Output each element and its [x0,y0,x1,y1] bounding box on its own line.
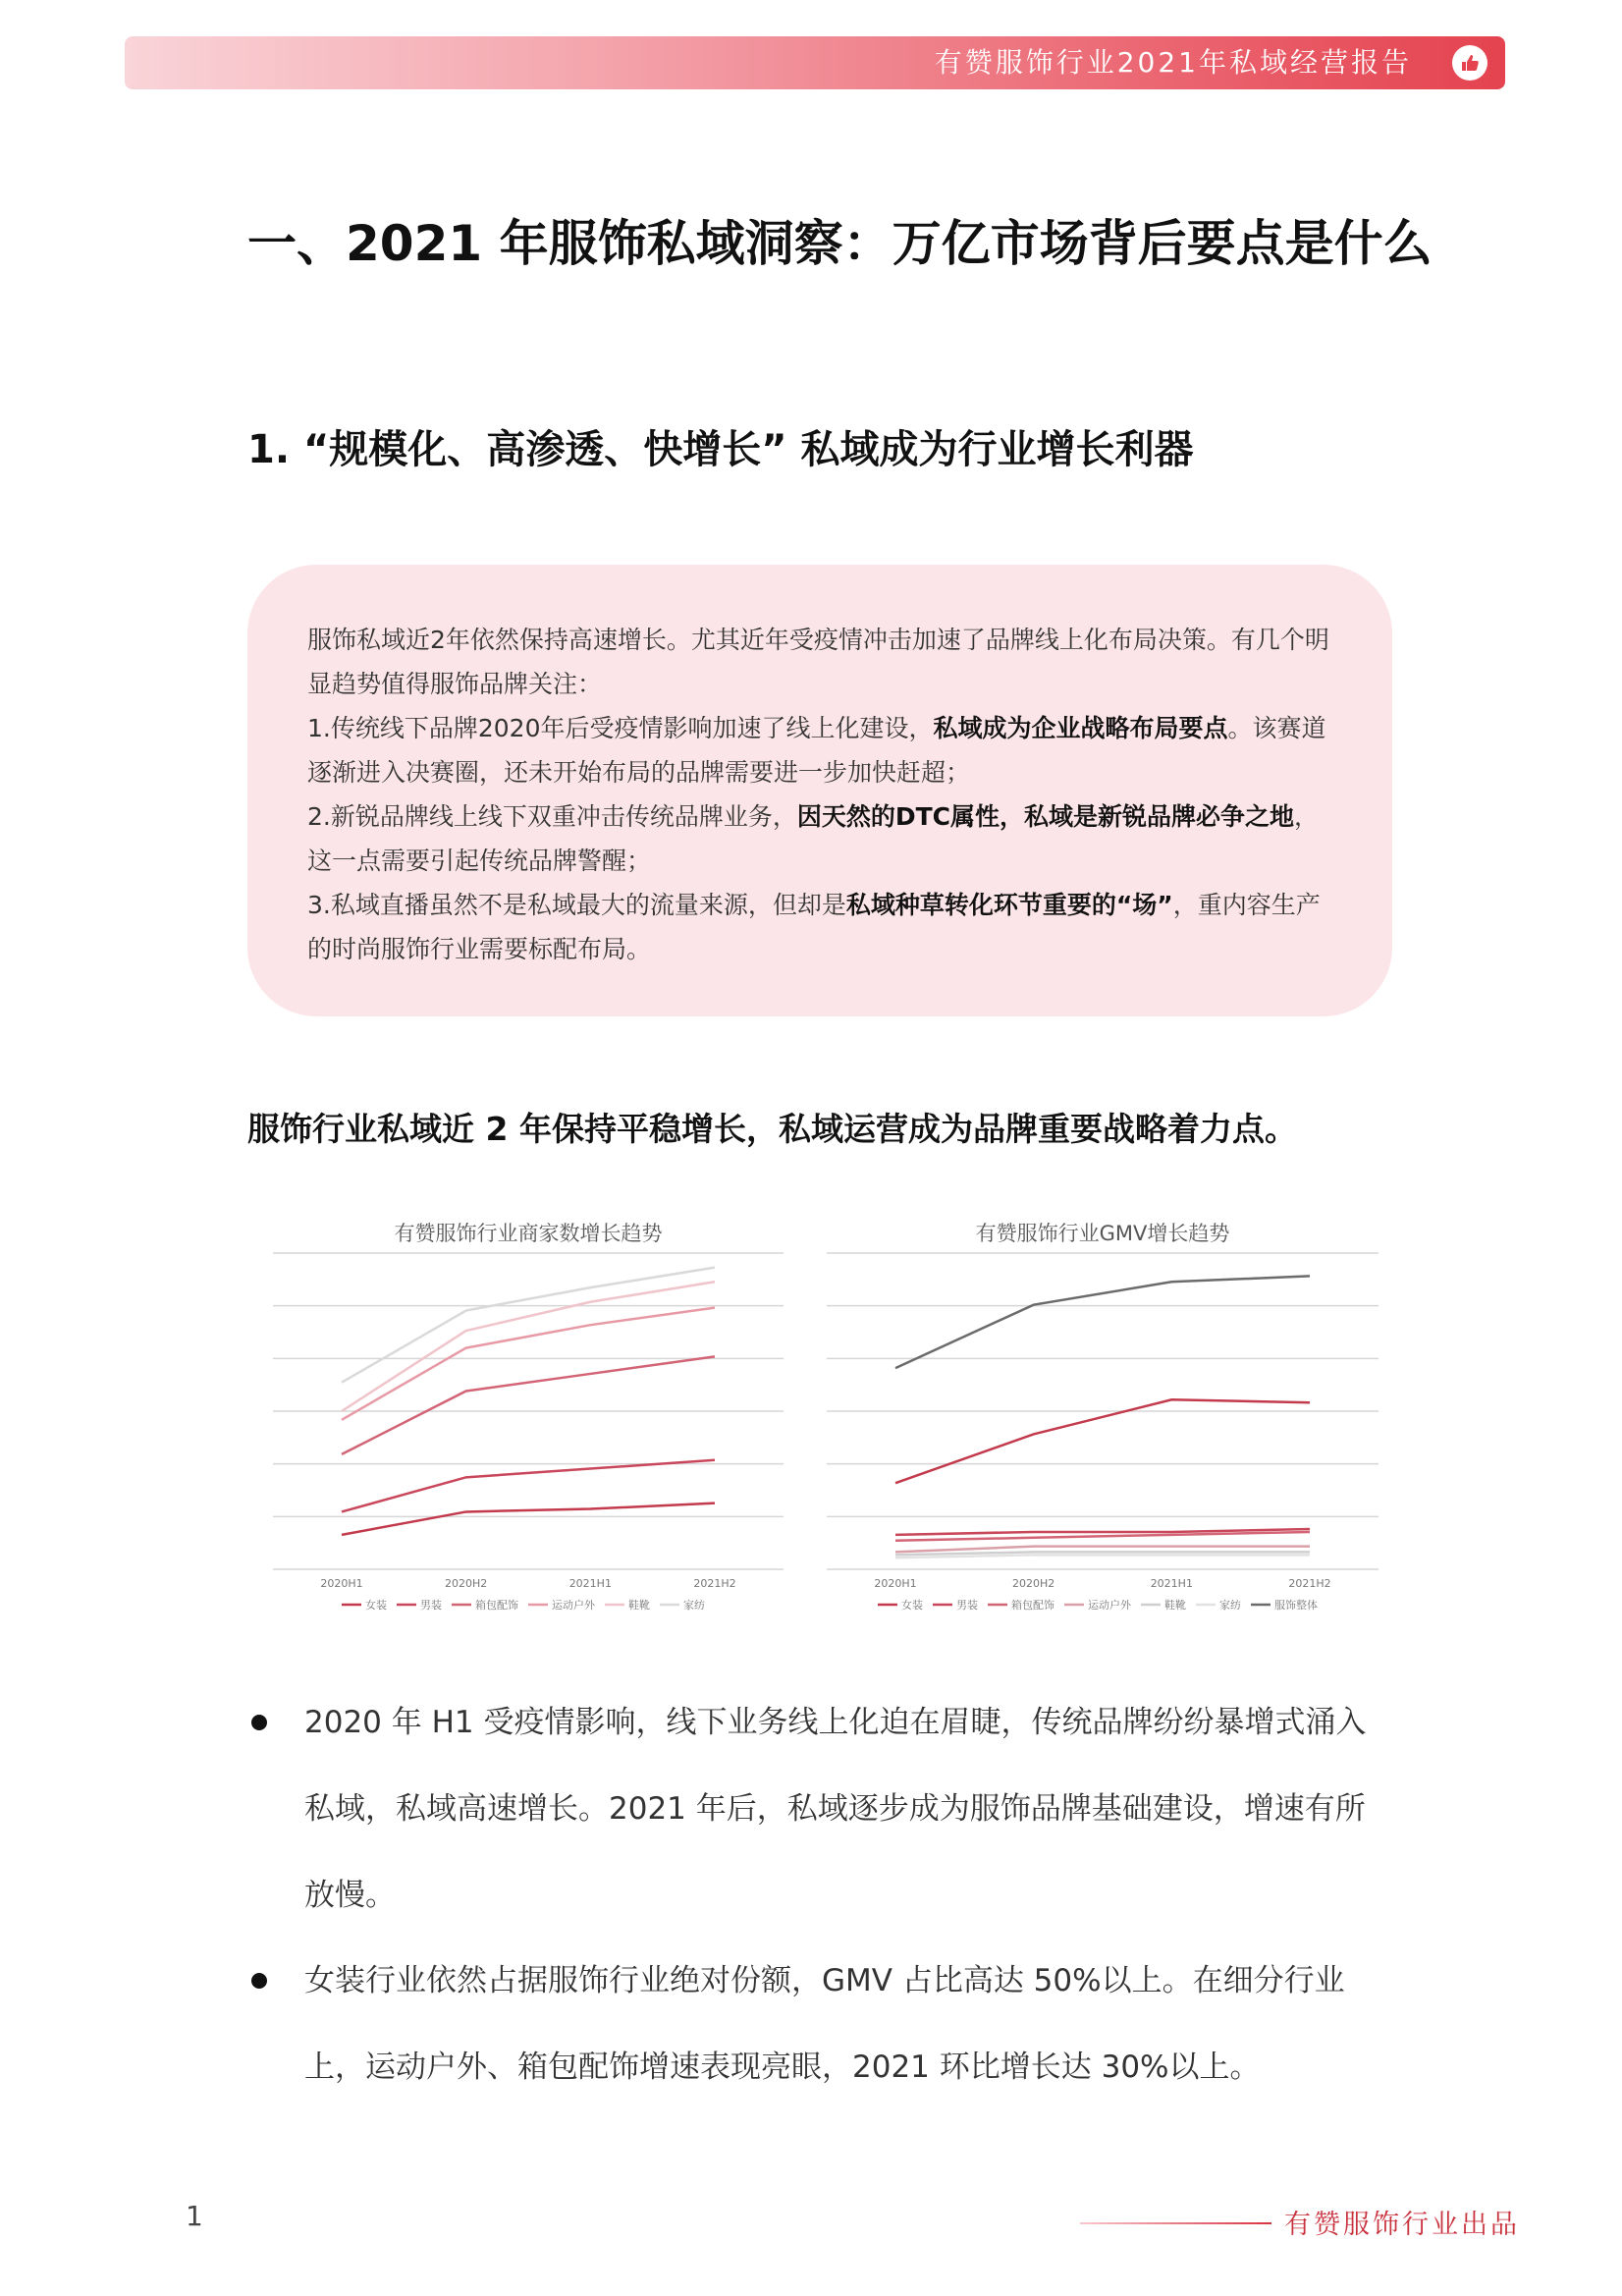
legend-label: 服饰整体 [1274,1599,1318,1612]
series-line [342,1356,715,1454]
legend-label: 箱包配饰 [475,1599,518,1612]
chapter-heading: 一、2021 年服饰私域洞察：万亿市场背后要点是什么 [247,215,1433,272]
series-line [895,1555,1310,1558]
section-heading: 1. “规模化、高渗透、快增长” 私域成为行业增长利器 [247,427,1194,472]
legend-label: 家纺 [1219,1599,1241,1612]
bullet-item [247,1938,1386,2114]
legend-label: 鞋靴 [628,1599,650,1612]
chart-section-heading: 服饰行业私域近 2 年保持平稳增长，私域运营成为品牌重要战略着力点。 [247,1110,1297,1148]
callout-paragraph: 3.私域直播虽然不是私域最大的流量来源，但却是私域种草转化环节重要的“场”，重内容生产的时尚服饰行业需要标配布局。 [307,891,1321,963]
footer-divider [1080,2222,1271,2224]
x-tick-label: 2021H2 [1288,1577,1331,1590]
series-line [342,1503,715,1535]
legend-label: 女装 [901,1599,923,1612]
thumbs-up-icon [1452,45,1487,81]
series-line [342,1460,715,1512]
chart-canvas [259,1204,797,1626]
chart-canvas [813,1204,1392,1626]
chart-title: 有赞服饰行业GMV增长趋势 [975,1222,1230,1245]
callout-paragraph: 服饰私域近2年依然保持高速增长。尤其近年受疫情冲击加速了品牌线上化布局决策。有几个明显趋势值得服饰品牌关注： [307,626,1329,698]
chart-title: 有赞服饰行业商家数增长趋势 [394,1222,663,1245]
x-tick-label: 2020H1 [320,1577,363,1590]
legend-label: 鞋靴 [1164,1599,1186,1612]
x-tick-label: 2021H2 [693,1577,736,1590]
callout-paragraph: 1.传统线下品牌2020年后受疫情影响加速了线上化建设，私域成为企业战略布局要点。该赛道逐渐进入决赛圈，还未开始布局的品牌需要进一步加快赶超； [307,714,1326,787]
callout-text [307,618,1338,971]
legend-label: 运动户外 [552,1599,595,1612]
x-tick-label: 2020H2 [1012,1577,1055,1590]
callout-highlight: 因天然的DTC属性，私域是新锐品牌必争之地 [796,802,1295,831]
summary-callout [247,565,1392,1016]
report-title: 有赞服饰行业2021年私域经营报告 [934,46,1412,79]
callout-paragraph: 2.新锐品牌线上线下双重冲击传统品牌业务，因天然的DTC属性，私域是新锐品牌必争之地，这一点需要引起传统品牌警醒； [307,802,1320,875]
x-tick-label: 2020H1 [874,1577,917,1590]
series-line [895,1276,1310,1368]
footer-credit: 有赞服饰行业出品 [1284,2210,1520,2240]
bullet-item [247,1679,1386,1935]
bullet-dot [251,1973,267,1989]
legend-label: 运动户外 [1088,1599,1131,1612]
bullet-text: 女装行业依然占据服饰行业绝对份额，GMV 占比高达 50%以上。在细分行业上，运动户外、箱包配饰增速表现亮眼，2021 环比增长达 30%以上。 [304,1963,1345,2085]
x-tick-label: 2021H1 [1150,1577,1193,1590]
callout-highlight: 私域成为企业战略布局要点 [933,714,1228,742]
legend-label: 女装 [365,1599,387,1612]
callout-highlight: 私域种草转化环节重要的“场” [845,891,1173,919]
header-banner [125,36,1505,89]
series-line [342,1282,715,1411]
legend-label: 男装 [420,1599,442,1612]
x-tick-label: 2021H1 [568,1577,612,1590]
merchant-count-chart [259,1204,797,1626]
gmv-chart [813,1204,1392,1626]
bullet-text: 2020 年 H1 受疫情影响，线下业务线上化迫在眉睫，传统品牌纷纷暴增式涌入私域，私域高速增长。2021 年后，私域逐步成为服饰品牌基础建设，增速有所放慢。 [304,1705,1367,1913]
bullet-dot [251,1715,267,1730]
x-tick-label: 2020H2 [445,1577,488,1590]
legend-label: 家纺 [683,1599,705,1612]
series-line [895,1399,1310,1483]
legend-label: 箱包配饰 [1011,1599,1054,1612]
page-number: 1 [186,2200,203,2232]
legend-label: 男装 [956,1599,978,1612]
